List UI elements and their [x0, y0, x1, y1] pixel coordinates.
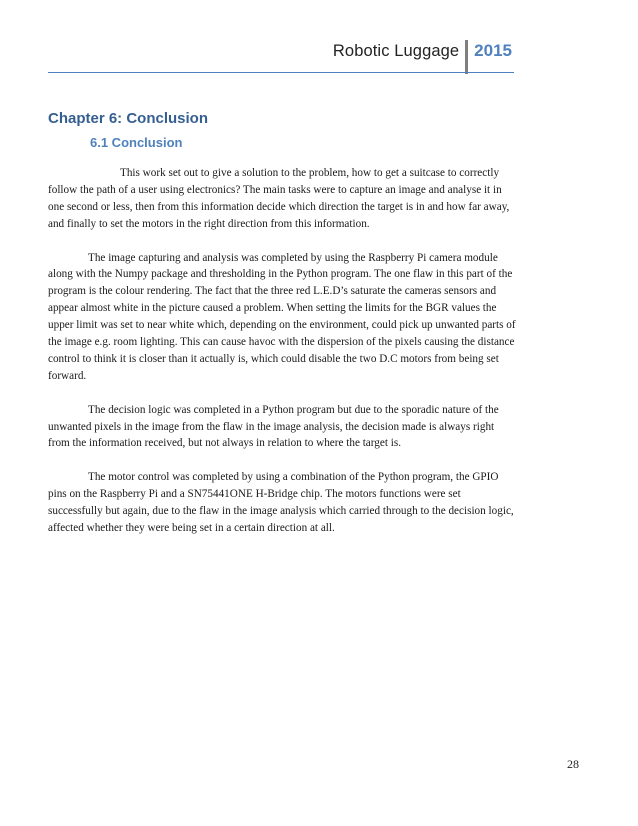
header-title: Robotic Luggage [332, 42, 460, 60]
paragraph: The decision logic was completed in a Python program but due to the sporadic nature of the unwanted pixels in the image from the flaw in the image analysis, the decision made is always right from the information received, but not always in relation to where the target is. [48, 403, 499, 450]
body-text [48, 165, 518, 554]
chapter-title: Chapter 6: Conclusion [48, 110, 209, 127]
header-rule [48, 72, 514, 73]
section-title: 6.1 Conclusion [90, 135, 183, 150]
page-number: 28 [567, 757, 579, 771]
paragraph: The image capturing and analysis was completed by using the Raspberry Pi camera module along with the Numpy package and thresholding in the Python program. The one flaw in this part of the program is the colour rendering. The fact that the three red L.E.D’s saturate the cameras sensors and appear almost white in the picture caused a problem. When setting the limits for the BGR values the upper limit was set to near white which, depending on the environment, could pick up unwanted parts of the image e.g. room lighting. This can cause havoc with the dispersion of the pixels causing the distance control to think it is closer than it actually is, which could disable the two D.C motors from being set forward. [48, 251, 516, 382]
paragraph: The motor control was completed by using a combination of the Python program, the GPIO pins on the Raspberry Pi and a SN75441ONE H-Bridge chip. The motors functions were set successfully but again, due to the flaw in the image analysis which carried through to the decision logic, affected whether they were being set in a certain direction at all. [48, 471, 514, 534]
page-header [333, 36, 512, 66]
header-year: 2015 [474, 41, 512, 60]
paragraph: This work set out to give a solution to the problem, how to get a suitcase to correctly follow the path of a user using electronics? The main tasks were to capture an image and analyse it in one second or less, then from this information decide which direction the target is in and how far away, and finally to set the motors in the right direction from this information. [48, 167, 510, 230]
